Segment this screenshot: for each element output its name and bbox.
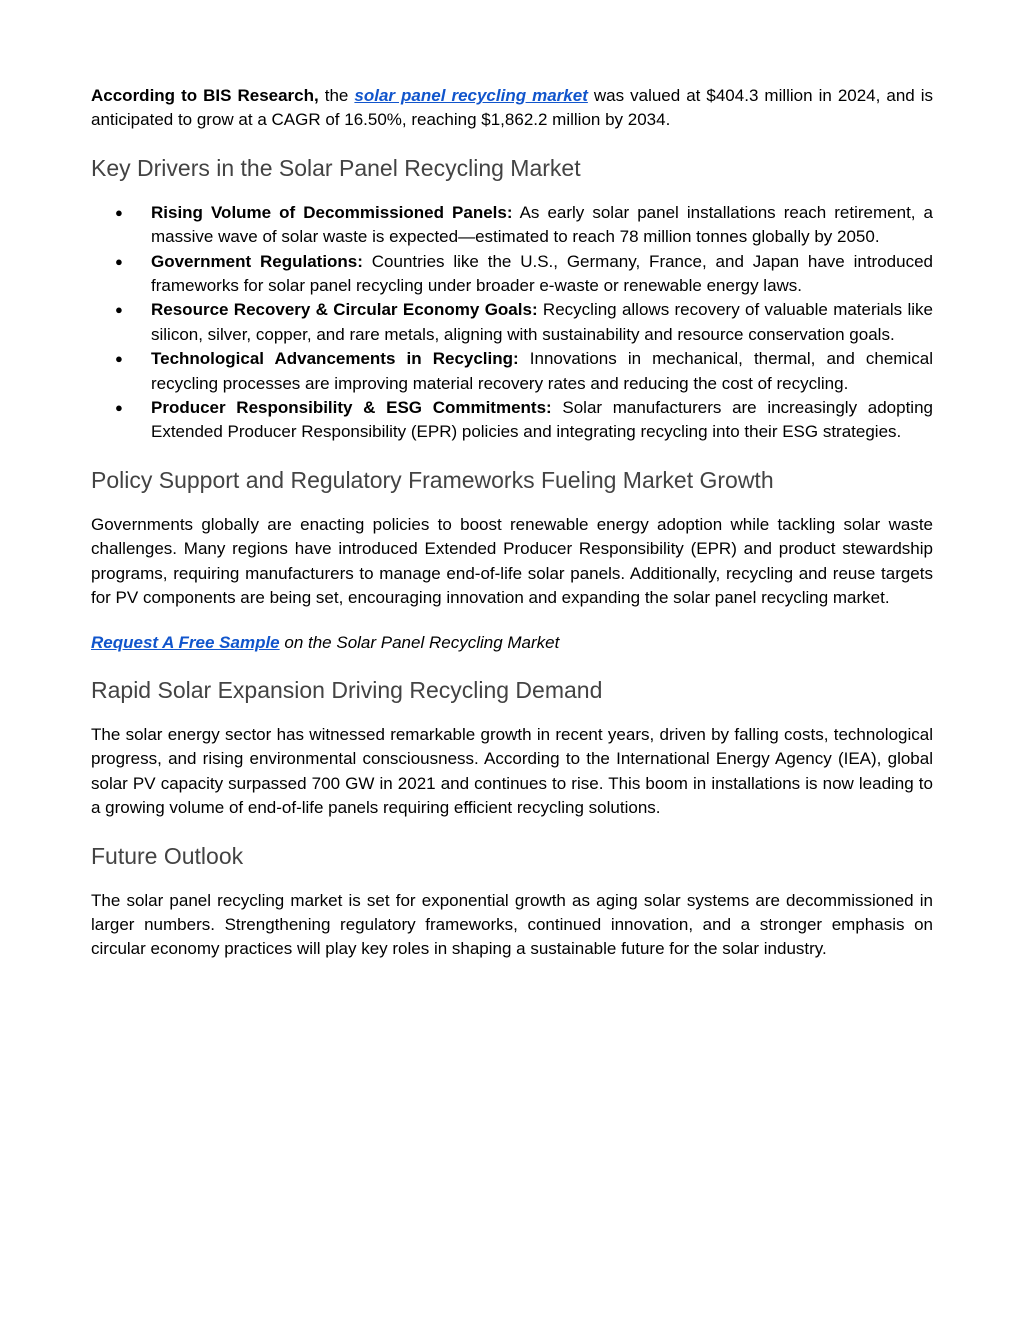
- bullet-icon: ●: [115, 204, 123, 220]
- document-page: [91, 84, 933, 962]
- driver-text: Innovations in mechanical, thermal, and chemical recycling processes are improving material recovery rates and reducing the cost of recycling.: [151, 349, 933, 393]
- expansion-heading: Rapid Solar Expansion Driving Recycling Demand: [91, 676, 603, 703]
- policy-paragraph: Governments globally are enacting policies to boost renewable energy adoption while tackling solar waste challenges. Many regions have introduced Extended Producer Responsibility (EPR) and product stewardship programs, requiring manufacturers to manage end-of-life solar panels. Additionally, recycling and reuse targets for PV components are being set, encouraging innovation and expanding the solar panel recycling market.: [91, 514, 933, 608]
- list-item: [91, 201, 933, 250]
- key-drivers-list: [91, 201, 933, 445]
- driver-title: Producer Responsibility & ESG Commitments:: [151, 398, 552, 418]
- policy-heading: Policy Support and Regulatory Frameworks Fueling Market Growth: [91, 466, 774, 493]
- outlook-heading: Future Outlook: [91, 842, 244, 869]
- intro-paragraph: [91, 84, 933, 133]
- intro-pre-link: the: [318, 86, 355, 105]
- market-report-link[interactable]: solar panel recycling market: [354, 86, 588, 105]
- driver-text: Solar manufacturers are increasingly adopting Extended Producer Responsibility (EPR) policies and integrating recycling into their ESG strategies.: [151, 398, 933, 442]
- expansion-paragraph: The solar energy sector has witnessed remarkable growth in recent years, driven by falling costs, technological progress, and rising environmental consciousness. According to the International Energy Agency (IEA), global solar PV capacity surpassed 700 GW in 2021 and continues to rise. This boom in installations is now leading to a growing volume of end-of-life panels requiring efficient recycling solutions.: [91, 724, 933, 818]
- driver-title: Government Regulations:: [151, 251, 363, 271]
- list-item: [91, 250, 933, 299]
- driver-text: Countries like the U.S., Germany, France, and Japan have introduced frameworks for solar panel recycling under broader e-waste or renewable energy laws.: [151, 251, 933, 296]
- sample-request-line: [91, 631, 933, 655]
- driver-text: As early solar panel installations reach retirement, a massive wave of solar waste is expected—estimated to reach 78 million tonnes globally by 2050.: [151, 202, 933, 247]
- key-drivers-heading: Key Drivers in the Solar Panel Recycling Market: [91, 154, 581, 181]
- driver-text: Recycling allows recovery of valuable materials like silicon, silver, copper, and rare metals, aligning with sustainability and resource conservation goals.: [151, 300, 933, 344]
- bullet-icon: ●: [115, 351, 123, 367]
- intro-lead: According to BIS Research,: [91, 86, 319, 105]
- intro-post-link: was valued at $404.3 million in 2024, and is anticipated to grow at a CAGR of 16.50%, reaching $1,862.2 million by 2034.: [91, 86, 934, 130]
- driver-title: Resource Recovery & Circular Economy Goals:: [151, 300, 538, 320]
- bullet-icon: ●: [115, 253, 123, 269]
- bullet-icon: ●: [115, 302, 123, 318]
- driver-title: Technological Advancements in Recycling:: [151, 349, 519, 369]
- sample-suffix: on the Solar Panel Recycling Market: [279, 632, 560, 652]
- list-item: [91, 396, 933, 445]
- bullet-icon: ●: [115, 400, 123, 416]
- list-item: [91, 347, 933, 396]
- outlook-paragraph: The solar panel recycling market is set for exponential growth as aging solar systems are decommissioned in larger numbers. Strengthening regulatory frameworks, continued innovation, and a stronger emphasis on circular economy practices will play key roles in shaping a sustainable future for the solar industry.: [91, 890, 933, 959]
- request-sample-link[interactable]: Request A Free Sample: [91, 632, 280, 652]
- list-item: [91, 298, 933, 347]
- driver-title: Rising Volume of Decommissioned Panels:: [151, 202, 513, 222]
